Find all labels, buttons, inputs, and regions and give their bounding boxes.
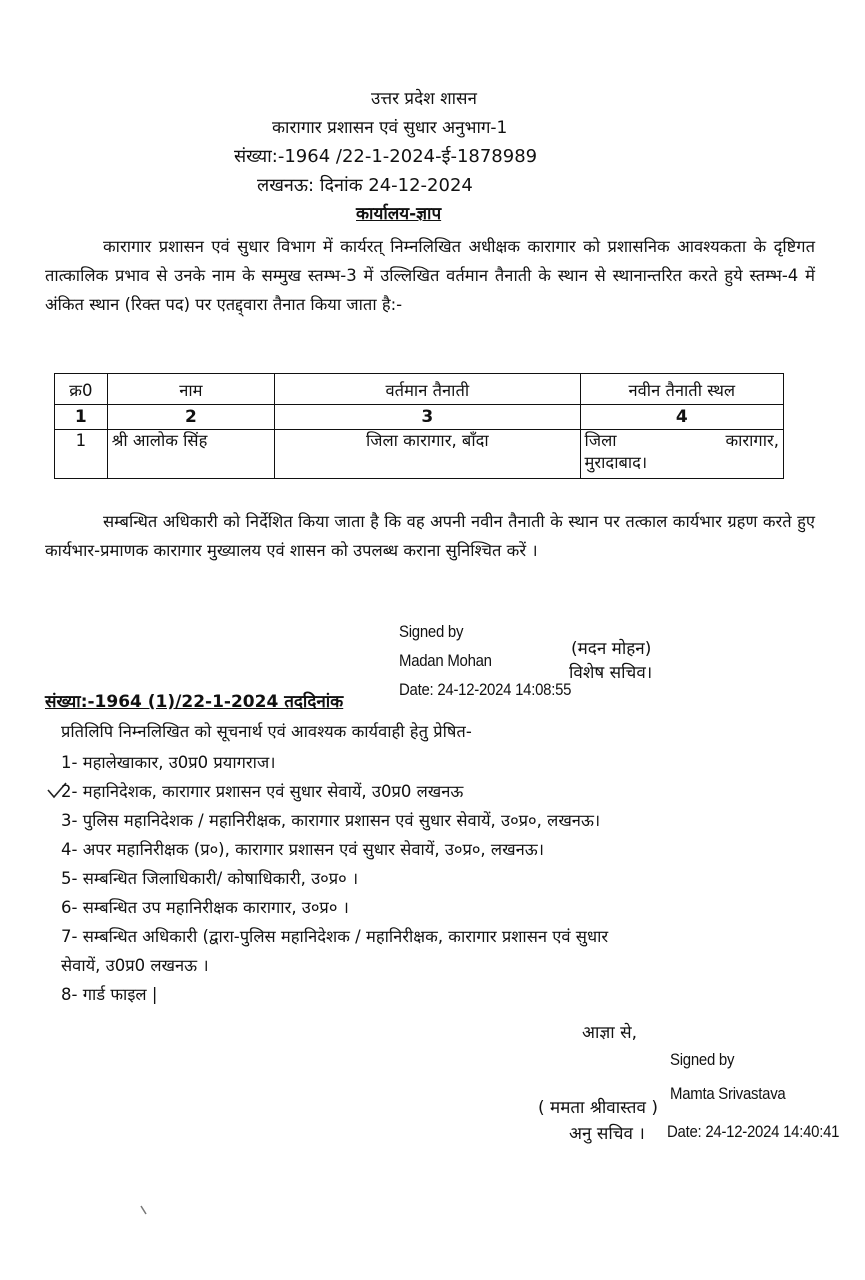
cell-current-posting: जिला कारागार, बाँदा — [275, 430, 580, 479]
cell-name: श्री आलोक सिंह — [107, 430, 274, 479]
cell-new-posting — [580, 430, 783, 479]
signature1-name-en: Madan Mohan — [399, 651, 492, 670]
header-name: नाम — [107, 374, 274, 405]
copy-list-item: 7- सम्बन्धित अधिकारी (द्वारा-पुलिस महानिदेशक / महानिरीक्षक, कारागार प्रशासन एवं सुधार — [61, 927, 609, 946]
instruction-paragraph — [45, 507, 815, 565]
copy-list-item: 1- महालेखाकार, उ0प्र0 प्रयागराज। — [61, 753, 276, 772]
copy-list-item: 2- महानिदेशक, कारागार प्रशासन एवं सुधार सेवायें, उ0प्र0 लखनऊ — [61, 782, 464, 801]
copy-list-item: सेवायें, उ0प्र0 लखनऊ । — [61, 956, 209, 975]
copy-list — [61, 748, 608, 1009]
department-section: कारागार प्रशासन एवं सुधार अनुभाग-1 — [272, 118, 508, 138]
header-new-posting: नवीन तैनाती स्थल — [580, 374, 783, 405]
table-row — [55, 430, 784, 479]
copy-list-item: 4- अपर महानिरीक्षक (प्र०), कारागार प्रशासन एवं सुधार सेवायें, उ०प्र०, लखनऊ। — [61, 840, 544, 859]
signature2-designation: अनु सचिव । — [569, 1124, 645, 1144]
order-paragraph-text: कारागार प्रशासन एवं सुधार विभाग में कार्यरत् निम्नलिखित अधीक्षक कारागार को प्रशासनिक आवश्यकता के दृष्टिगत तात्कालिक प्रभाव से उनके नाम के सम्मुख स्तम्भ-3 में उल्लिखित वर्तमान तैनाती के स्थान से स्थानान्तरित करते हुये स्तम्भ-4 में अंकित स्थान (रिक्त पद) पर एतद्द्वारा तैनात किया जाता है:- — [45, 237, 815, 314]
by-order: आज्ञा से, — [582, 1023, 637, 1043]
signature1-date: Date: 24-12-2024 14:08:55 — [399, 680, 572, 699]
signature2-signed-by: Signed by — [670, 1050, 735, 1069]
copy-list-item: 5- सम्बन्धित जिलाधिकारी/ कोषाधिकारी, उ०प्र० । — [61, 869, 359, 888]
stray-mark-icon — [140, 1205, 148, 1217]
transfer-table — [54, 373, 784, 479]
table-header-row — [55, 374, 784, 405]
copy-list-item: 3- पुलिस महानिदेशक / महानिरीक्षक, कारागार प्रशासन एवं सुधार सेवायें, उ०प्र०, लखनऊ। — [61, 811, 601, 830]
document-title: कार्यालय-ज्ञाप — [356, 204, 442, 224]
copy-number: संख्या:-1964 (1)/22-1-2024 तददिनांक — [45, 692, 344, 712]
cell-serial: 1 — [55, 430, 108, 479]
column-number: 3 — [275, 405, 580, 430]
column-number: 2 — [107, 405, 274, 430]
new-posting-line2: मुरादाबाद। — [584, 453, 648, 472]
order-number: संख्या:-1964 /22-1-2024-ई-1878989 — [234, 146, 538, 167]
signature2-date: Date: 24-12-2024 14:40:41 — [667, 1122, 840, 1141]
signature1-signed-by: Signed by — [399, 622, 464, 641]
copy-list-item: 6- सम्बन्धित उप महानिरीक्षक कारागार, उ०प्र० । — [61, 898, 349, 917]
signature2-name-hi: ( ममता श्रीवास्तव ) — [538, 1098, 658, 1118]
signature2-name-en: Mamta Srivastava — [670, 1084, 786, 1103]
signature1-name-hi: (मदन मोहन) — [571, 639, 652, 659]
place-date: लखनऊ: दिनांक 24-12-2024 — [257, 175, 473, 196]
table-column-number-row — [55, 405, 784, 430]
column-number: 4 — [580, 405, 783, 430]
copy-intro: प्रतिलिपि निम्नलिखित को सूचनार्थ एवं आवश्यक कार्यवाही हेतु प्रेषित- — [61, 722, 472, 741]
new-posting-word: कारागार, — [725, 431, 779, 450]
column-number: 1 — [55, 405, 108, 430]
new-posting-line1 — [585, 430, 779, 452]
signature1-designation: विशेष सचिव। — [569, 663, 653, 683]
header-serial: क्र0 — [55, 374, 108, 405]
header-current-posting: वर्तमान तैनाती — [275, 374, 580, 405]
government-name: उत्तर प्रदेश शासन — [371, 89, 477, 109]
copy-list-item: 8- गार्ड फाइल | — [61, 985, 158, 1004]
new-posting-word: जिला — [584, 431, 617, 450]
order-paragraph — [45, 232, 815, 319]
instruction-paragraph-text: सम्बन्धित अधिकारी को निर्देशित किया जाता है कि वह अपनी नवीन तैनाती के स्थान पर तत्काल कार्यभार ग्रहण करते हुए कार्यभार-प्रमाणक कारागार मुख्यालय एवं शासन को उपलब्ध कराना सुनिश्चित करें । — [45, 512, 815, 560]
